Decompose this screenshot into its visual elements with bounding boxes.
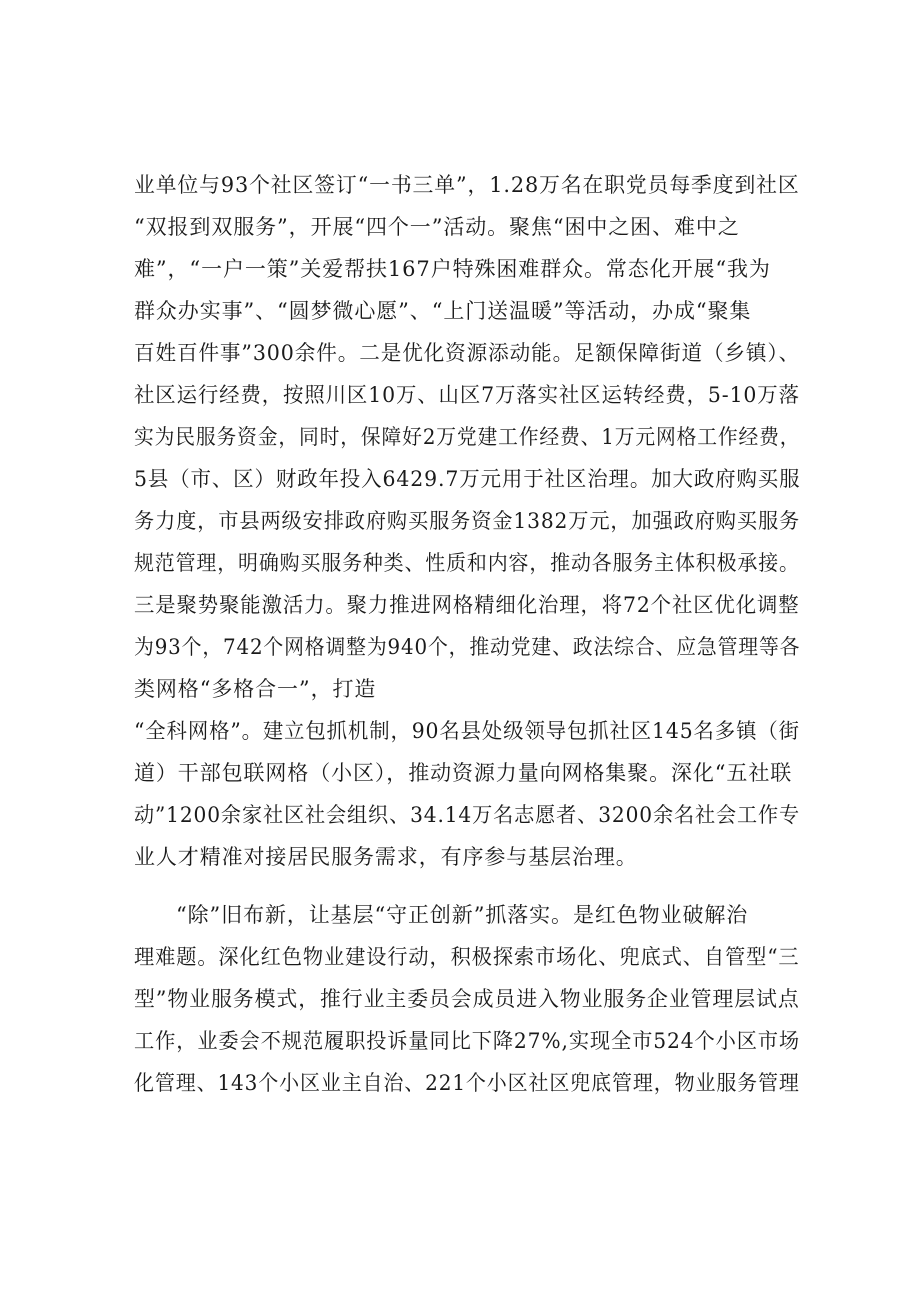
text-line: 业单位与93个社区签订“一书三单”，1.28万名在职党员每季度到社区: [134, 173, 800, 197]
text-line: 类网格“多格合一”，打造: [134, 677, 377, 701]
text-line: “双报到双服务”，开展“四个一”活动。聚焦“困中之困、难中之: [134, 215, 740, 239]
text-line: 化管理、143个小区业主自治、221个小区社区兜底管理，物业服务管理: [134, 1071, 800, 1095]
text-line: 务力度，市县两级安排政府购买服务资金1382万元，加强政府购买服务: [134, 509, 801, 533]
text-line: 业人才精准对接居民服务需求，有序参与基层治理。: [134, 845, 638, 869]
text-line: 动”1200余家社区社会组织、34.14万名志愿者、3200余名社会工作专: [134, 803, 801, 827]
text-line: 难”，“一户一策”关爱帮扶167户特殊困难群众。常态化开展“我为: [134, 257, 771, 281]
text-line: 工作，业委会不规范履职投诉量同比下降27%,实现全市524个小区市场: [134, 1029, 801, 1053]
text-line: 规范管理，明确购买服务种类、性质和内容，推动各服务主体积极承接。: [134, 551, 800, 575]
text-line: 为93个，742个网格调整为940个，推动党建、政法综合、应急管理等各: [134, 635, 801, 659]
text-line: “全科网格”。建立包抓机制，90名县处级领导包抓社区145名多镇（街: [134, 719, 800, 743]
text-line: 群众办实事”、“圆梦微心愿”、“上门送温暖”等活动，办成“聚集: [134, 299, 752, 323]
text-line: 社区运行经费，按照川区10万、山区7万落实社区运转经费，5-10万落: [134, 383, 800, 407]
text-line: 三是聚势聚能激活力。聚力推进网格精细化治理，将72个社区优化调整: [134, 593, 800, 617]
text-line: 理难题。深化红色物业建设行动，积极探索市场化、兜底式、自管型“三: [134, 945, 800, 969]
text-line: 实为民服务资金，同时，保障好2万党建工作经费、1万元网格工作经费，: [134, 425, 801, 449]
text-line: 道）干部包联网格（小区），推动资源力量向网格集聚。深化“五社联: [134, 761, 793, 785]
text-line: 5县（市、区）财政年投入6429.7万元用于社区治理。加大政府购买服: [134, 467, 801, 491]
text-line: 型”物业服务模式，推行业主委员会成员进入物业服务企业管理层试点: [134, 987, 800, 1011]
paragraph-first-line: “除”旧布新，让基层“守正创新”抓落实。是红色物业破解治: [176, 903, 749, 927]
text-line: 百姓百件事”300余件。二是优化资源添动能。足额保障街道（乡镇）、: [134, 341, 801, 365]
